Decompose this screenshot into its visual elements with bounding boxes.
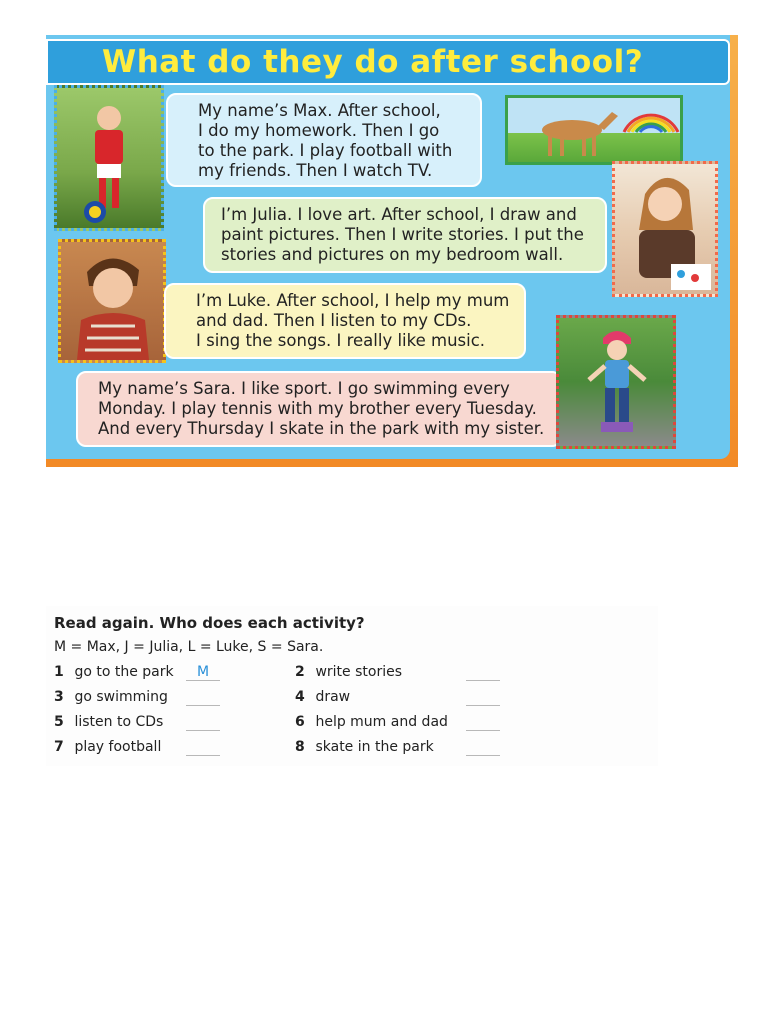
answer-blank[interactable] (466, 664, 500, 681)
item-number: 2 (295, 664, 305, 680)
luke-photo (58, 239, 166, 363)
item-text: draw (315, 689, 351, 705)
item-number: 4 (295, 689, 305, 705)
sara-skating-photo (556, 315, 676, 449)
item-number: 6 (295, 714, 305, 730)
item-number: 7 (54, 739, 64, 755)
max-line: to the park. I play football with (198, 141, 453, 160)
story-panel-background (46, 35, 730, 459)
title-bar (46, 39, 730, 85)
item-text: go swimming (74, 689, 168, 705)
activity-item (295, 714, 448, 730)
max-speech-bubble (166, 93, 482, 187)
item-text: help mum and dad (315, 714, 448, 730)
sara-line: Monday. I play tennis with my brother every Tuesday. (98, 399, 537, 418)
luke-line: I sing the songs. I really like music. (196, 331, 486, 350)
story-panel (46, 35, 738, 467)
item-text: play football (74, 739, 162, 755)
item-number: 1 (54, 664, 64, 680)
activity-item (54, 689, 168, 705)
item-number: 8 (295, 739, 305, 755)
answer-blank[interactable] (186, 739, 220, 756)
julia-painting-photo (612, 161, 718, 297)
horse-rainbow-painting (505, 95, 683, 165)
activity-item (295, 689, 350, 705)
luke-line: I’m Luke. After school, I help my mum (196, 291, 510, 310)
activity-item (54, 664, 174, 680)
answer-blank[interactable] (466, 689, 500, 706)
luke-line: and dad. Then I listen to my CDs. (196, 311, 472, 330)
max-line: My name’s Max. After school, (198, 101, 441, 120)
julia-speech-bubble (203, 197, 607, 273)
max-line: my friends. Then I watch TV. (198, 161, 433, 180)
answer-blank[interactable] (186, 714, 220, 731)
exercise-section (46, 606, 658, 766)
max-football-photo (54, 85, 164, 231)
sara-line: And every Thursday I skate in the park with my sister. (98, 419, 545, 438)
julia-line: stories and pictures on my bedroom wall. (221, 245, 564, 264)
item-text: write stories (315, 664, 403, 680)
answer-blank[interactable] (466, 739, 500, 756)
julia-line: paint pictures. Then I write stories. I put the (221, 225, 584, 244)
activity-item (54, 739, 161, 755)
name-key: M = Max, J = Julia, L = Luke, S = Sara. (54, 639, 324, 655)
item-number: 5 (54, 714, 64, 730)
item-text: listen to CDs (74, 714, 164, 730)
luke-speech-bubble (164, 283, 526, 359)
activity-item (295, 664, 402, 680)
sara-speech-bubble (76, 371, 562, 447)
answer-blank[interactable] (466, 714, 500, 731)
page-title: What do they do after school? (102, 44, 644, 80)
answer-blank[interactable]: M (186, 664, 220, 681)
activity-item (295, 739, 434, 755)
max-line: I do my homework. Then I go (198, 121, 440, 140)
julia-line: I’m Julia. I love art. After school, I draw and (221, 205, 577, 224)
exercise-heading: Read again. Who does each activity? (54, 614, 365, 632)
sara-line: My name’s Sara. I like sport. I go swimming every (98, 379, 510, 398)
item-text: go to the park (74, 664, 174, 680)
answer-blank[interactable] (186, 689, 220, 706)
item-number: 3 (54, 689, 64, 705)
item-text: skate in the park (315, 739, 434, 755)
activity-item (54, 714, 163, 730)
